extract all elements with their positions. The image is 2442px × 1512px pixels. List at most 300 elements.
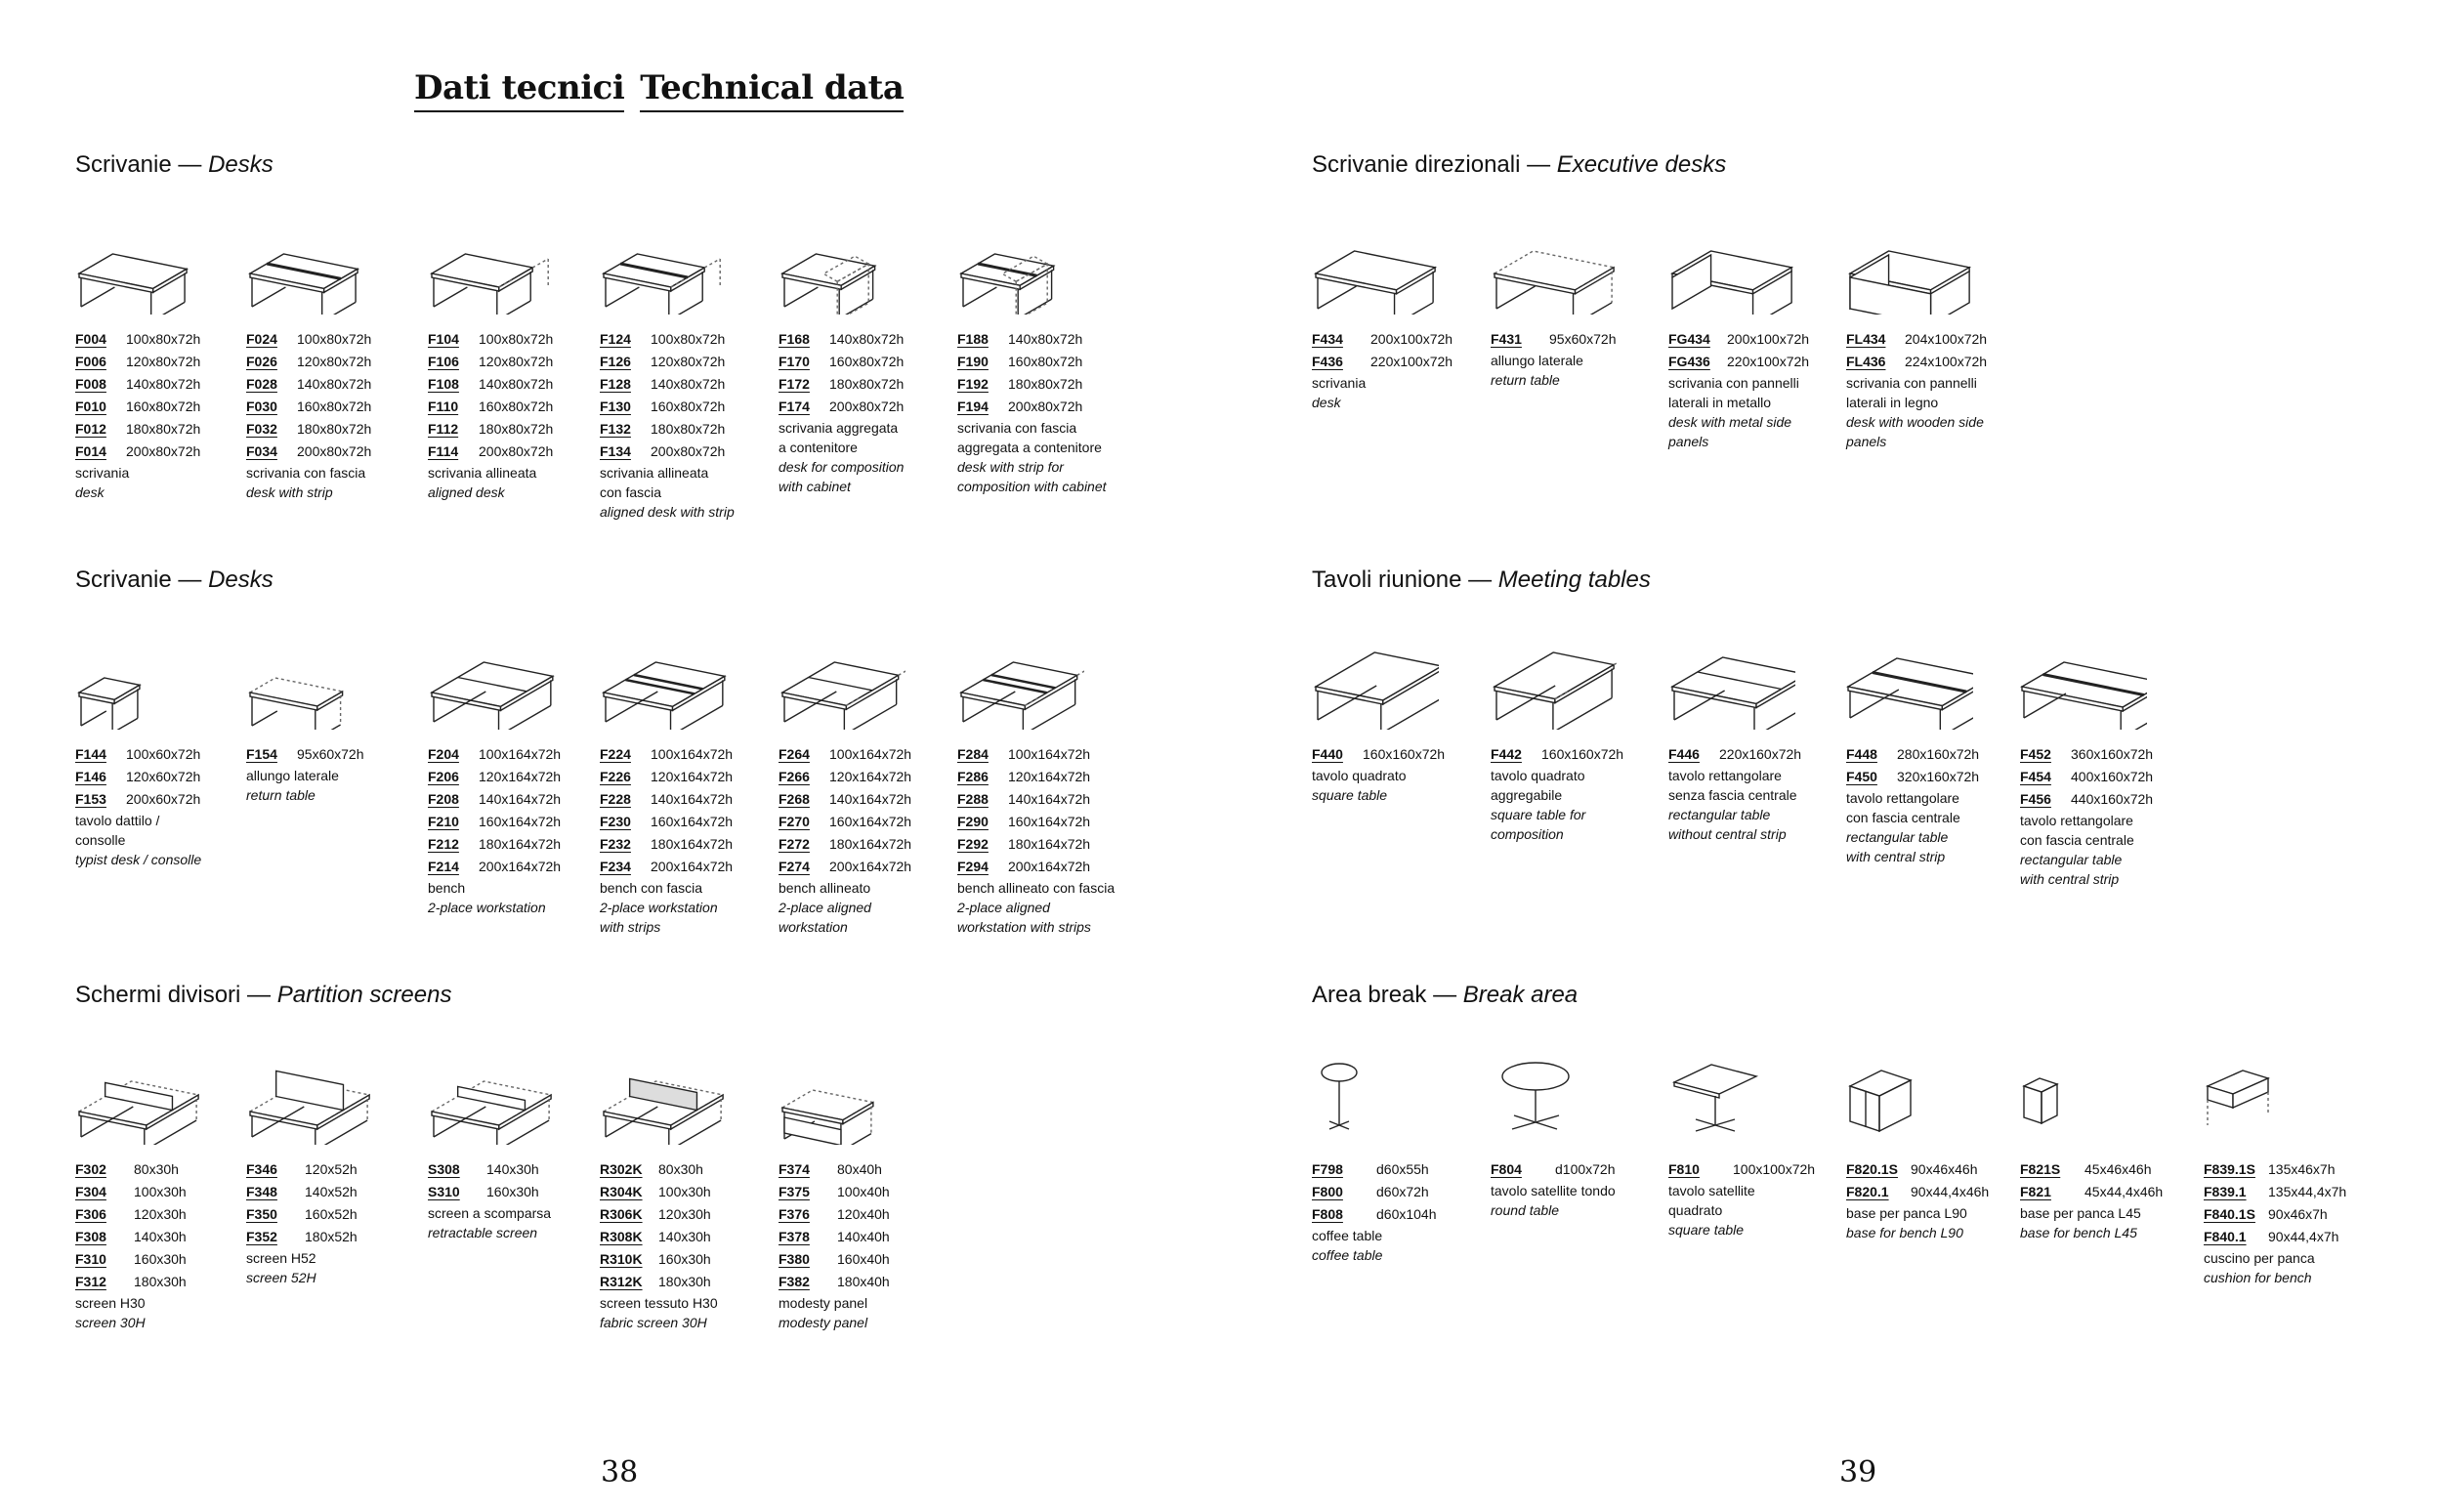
description-english: rectangular table	[1668, 807, 1771, 822]
product-code: F130	[600, 399, 631, 414]
product-code: F446	[1668, 746, 1700, 762]
product-code: F810	[1668, 1161, 1700, 1177]
description-english: desk with strip for	[957, 459, 1064, 475]
product-code: F132	[600, 421, 631, 437]
product-code: F378	[779, 1229, 810, 1244]
product-dimensions: 180x164x72h	[479, 836, 562, 852]
product-dimensions: 160x164x72h	[829, 814, 912, 829]
description-italian: bench	[428, 880, 466, 896]
product-code: F820.1	[1846, 1184, 1889, 1199]
product-dimensions: 95x60x72h	[1549, 331, 1617, 347]
wooden-panel-desk-icon	[1846, 217, 1973, 315]
product-code: F454	[2020, 769, 2051, 784]
description-english: 2-place workstation	[600, 900, 718, 915]
product-dimensions: 120x164x72h	[651, 769, 734, 784]
rectangular-table-strip-icon	[1846, 632, 1973, 730]
bench-base-l90-icon	[1846, 1047, 1973, 1145]
product-code-row	[600, 441, 785, 463]
product-dimensions: 100x60x72h	[126, 746, 201, 762]
product-code: F026	[246, 354, 277, 369]
product-code-row	[75, 1226, 261, 1248]
product-code: F128	[600, 376, 631, 392]
description-italian: a contenitore	[779, 440, 858, 455]
product-item	[600, 217, 785, 522]
product-dimensions: 180x30h	[658, 1274, 711, 1289]
product-dimensions: 220x160x72h	[1719, 746, 1802, 762]
product-code-row	[1312, 1181, 1497, 1203]
bench-strip-icon	[600, 632, 727, 730]
page-title	[414, 68, 919, 107]
product-code-row	[600, 788, 785, 811]
product-code-row	[428, 351, 613, 373]
product-code: F268	[779, 791, 810, 807]
product-item	[957, 217, 1143, 496]
product-dimensions: 180x164x72h	[651, 836, 734, 852]
product-dimensions: 160x164x72h	[651, 814, 734, 829]
product-dimensions: 100x80x72h	[651, 331, 726, 347]
product-code: F104	[428, 331, 459, 347]
product-dimensions: 140x164x72h	[651, 791, 734, 807]
product-dimensions: 90x44,4x46h	[1911, 1184, 1990, 1199]
section-desks-2-heading: Scrivanie — Desks	[75, 567, 274, 593]
product-code: F804	[1491, 1161, 1522, 1177]
product-code-row	[779, 766, 964, 788]
product-dimensions: 140x30h	[134, 1229, 187, 1244]
product-code-row	[1312, 351, 1497, 373]
return-table-icon	[246, 632, 373, 730]
product-item	[2020, 1047, 2206, 1242]
product-code: F146	[75, 769, 106, 784]
product-code-row	[779, 373, 964, 396]
product-code-row	[2204, 1158, 2389, 1181]
description-italian: screen tessuto H30	[600, 1295, 718, 1311]
product-code-row	[779, 396, 964, 418]
product-code: F004	[75, 331, 106, 347]
product-dimensions: 160x80x72h	[126, 399, 201, 414]
product-code-row	[428, 1181, 613, 1203]
product-description	[75, 1293, 261, 1332]
description-italian: scrivania	[1312, 375, 1367, 391]
product-description	[75, 811, 261, 869]
product-code: F024	[246, 331, 277, 347]
product-code-row	[1312, 743, 1497, 766]
description-italian: scrivania con fascia	[246, 465, 366, 481]
product-code-row	[779, 1181, 964, 1203]
description-english: desk with wooden side	[1846, 414, 1984, 430]
product-code-row	[1312, 328, 1497, 351]
product-code-row	[75, 441, 261, 463]
product-code: F434	[1312, 331, 1343, 347]
product-code: F306	[75, 1206, 106, 1222]
description-italian: tavolo rettangolare	[1668, 768, 1782, 783]
product-code-row	[428, 811, 613, 833]
product-code: F192	[957, 376, 989, 392]
product-code-row	[779, 743, 964, 766]
product-code: F294	[957, 859, 989, 874]
product-code-row	[600, 1271, 785, 1293]
product-description	[600, 878, 785, 937]
product-description	[1312, 373, 1497, 412]
description-italian: bench con fascia	[600, 880, 703, 896]
satellite-square-table-icon	[1668, 1047, 1795, 1145]
product-code: FL436	[1846, 354, 1886, 369]
product-code-row	[75, 766, 261, 788]
product-dimensions: 80x30h	[134, 1161, 179, 1177]
product-code-row	[600, 1226, 785, 1248]
product-code: R302K	[600, 1161, 643, 1177]
product-code-row	[2020, 788, 2206, 811]
product-dimensions: 140x164x72h	[1008, 791, 1091, 807]
product-description	[2204, 1248, 2389, 1287]
product-code-row	[779, 1271, 964, 1293]
product-dimensions: 120x80x72h	[479, 354, 554, 369]
round-table-icon	[1491, 1047, 1618, 1145]
product-code: S310	[428, 1184, 460, 1199]
product-description	[600, 463, 785, 522]
product-code: F452	[2020, 746, 2051, 762]
product-dimensions: 100x164x72h	[479, 746, 562, 762]
product-code: F274	[779, 859, 810, 874]
typist-desk-icon	[75, 632, 202, 730]
description-italian: scrivania con fascia	[957, 420, 1077, 436]
product-dimensions: 140x40h	[837, 1229, 890, 1244]
product-item	[779, 217, 964, 496]
description-italian: senza fascia centrale	[1668, 787, 1797, 803]
product-code: F310	[75, 1251, 106, 1267]
product-code-row	[600, 743, 785, 766]
product-dimensions: 160x80x72h	[829, 354, 905, 369]
product-code-row	[246, 1181, 432, 1203]
product-code-row	[428, 396, 613, 418]
product-code-row	[75, 328, 261, 351]
description-english: aligned desk	[428, 484, 505, 500]
product-dimensions: 400x160x72h	[2071, 769, 2154, 784]
product-code-row	[428, 856, 613, 878]
product-dimensions: 180x80x72h	[297, 421, 372, 437]
product-code: R312K	[600, 1274, 643, 1289]
product-item	[779, 1047, 964, 1332]
product-item	[1668, 217, 1854, 451]
title-italian: Dati tecnici	[414, 68, 624, 112]
product-code: F286	[957, 769, 989, 784]
product-code-row	[75, 788, 261, 811]
product-dimensions: 160x80x72h	[297, 399, 372, 414]
product-dimensions: 80x40h	[837, 1161, 882, 1177]
product-code: F308	[75, 1229, 106, 1244]
product-item	[1312, 632, 1497, 805]
description-italian: modesty panel	[779, 1295, 868, 1311]
product-description	[1491, 1181, 1676, 1220]
product-item	[75, 217, 261, 502]
product-dimensions: 140x164x72h	[479, 791, 562, 807]
product-description	[428, 463, 613, 502]
description-english: workstation	[779, 919, 848, 935]
product-dimensions: 200x80x72h	[297, 443, 372, 459]
product-dimensions: 160x30h	[134, 1251, 187, 1267]
product-dimensions: 120x80x72h	[297, 354, 372, 369]
product-code-row	[779, 351, 964, 373]
product-code: F194	[957, 399, 989, 414]
description-italian: coffee table	[1312, 1228, 1383, 1243]
product-item	[779, 632, 964, 937]
fabric-screen-icon	[600, 1047, 727, 1145]
product-dimensions: 180x80x72h	[479, 421, 554, 437]
product-code-row	[246, 441, 432, 463]
description-english: workstation with strips	[957, 919, 1091, 935]
product-code-row	[600, 418, 785, 441]
product-code: F008	[75, 376, 106, 392]
product-code: R306K	[600, 1206, 643, 1222]
product-code-row	[246, 743, 432, 766]
description-italian: bench allineato	[779, 880, 871, 896]
product-item	[600, 1047, 785, 1332]
description-italian: scrivania	[75, 465, 130, 481]
product-dimensions: 100x100x72h	[1733, 1161, 1816, 1177]
product-code-row	[428, 373, 613, 396]
product-code: S308	[428, 1161, 460, 1177]
product-code-row	[957, 811, 1143, 833]
product-code-row	[779, 833, 964, 856]
rectangular-table-icon	[1668, 632, 1795, 730]
product-code-row	[246, 1158, 432, 1181]
product-dimensions: 140x30h	[658, 1229, 711, 1244]
product-item	[2204, 1047, 2389, 1287]
product-dimensions: 120x164x72h	[829, 769, 912, 784]
product-dimensions: 180x52h	[305, 1229, 358, 1244]
desk-strip-icon	[246, 217, 373, 315]
description-english: desk for composition	[779, 459, 905, 475]
product-code: F436	[1312, 354, 1343, 369]
product-code: F153	[75, 791, 106, 807]
product-dimensions: 200x100x72h	[1727, 331, 1810, 347]
product-code: F346	[246, 1161, 277, 1177]
product-code: F106	[428, 354, 459, 369]
product-dimensions: 95x60x72h	[297, 746, 364, 762]
product-dimensions: 200x80x72h	[651, 443, 726, 459]
product-dimensions: 224x100x72h	[1905, 354, 1988, 369]
product-code: F821S	[2020, 1161, 2061, 1177]
product-dimensions: 160x30h	[486, 1184, 539, 1199]
product-code-row	[428, 833, 613, 856]
description-english: with central strip	[2020, 871, 2120, 887]
description-italian: allungo laterale	[246, 768, 339, 783]
product-code-row	[428, 766, 613, 788]
product-dimensions: 280x160x72h	[1897, 746, 1980, 762]
description-italian: scrivania con pannelli	[1668, 375, 1799, 391]
product-dimensions: 120x80x72h	[651, 354, 726, 369]
product-code: F840.1	[2204, 1229, 2247, 1244]
product-description	[1668, 1181, 1854, 1239]
product-description	[1491, 766, 1676, 844]
section-executive-desks-heading: Scrivanie direzionali — Executive desks	[1312, 151, 1727, 178]
description-italian: consolle	[75, 832, 126, 848]
product-code-row	[1846, 743, 2032, 766]
retractable-screen-icon	[428, 1047, 555, 1145]
product-code: R304K	[600, 1184, 643, 1199]
bench-aligned-icon	[779, 632, 905, 730]
section-break-area-heading: Area break — Break area	[1312, 982, 1579, 1008]
product-item	[1491, 632, 1676, 844]
product-code-row	[779, 856, 964, 878]
product-code: F290	[957, 814, 989, 829]
product-code: F010	[75, 399, 106, 414]
description-english: desk with metal side	[1668, 414, 1792, 430]
product-dimensions: 120x60x72h	[126, 769, 201, 784]
product-code: F288	[957, 791, 989, 807]
description-english: with strips	[600, 919, 661, 935]
product-code: F272	[779, 836, 810, 852]
product-item	[1846, 217, 2032, 451]
product-code-row	[957, 396, 1143, 418]
product-dimensions: 180x30h	[134, 1274, 187, 1289]
product-description	[1312, 766, 1497, 805]
product-code: F374	[779, 1161, 810, 1177]
product-code-row	[2020, 766, 2206, 788]
product-code-row	[600, 1203, 785, 1226]
product-code-row	[600, 856, 785, 878]
product-dimensions: 180x80x72h	[126, 421, 201, 437]
description-english: retractable screen	[428, 1225, 538, 1240]
product-code: F112	[428, 421, 459, 437]
product-code: F808	[1312, 1206, 1343, 1222]
description-italian: scrivania con pannelli	[1846, 375, 1977, 391]
product-code-row	[1312, 1158, 1497, 1181]
product-code-row	[428, 441, 613, 463]
product-code: F232	[600, 836, 631, 852]
description-italian: screen a scomparsa	[428, 1205, 552, 1221]
product-code: F348	[246, 1184, 277, 1199]
product-code: F228	[600, 791, 631, 807]
product-dimensions: 180x40h	[837, 1274, 890, 1289]
product-code: F208	[428, 791, 459, 807]
product-dimensions: 360x160x72h	[2071, 746, 2154, 762]
product-dimensions: 140x80x72h	[297, 376, 372, 392]
description-english: rectangular table	[2020, 852, 2123, 867]
long-table-strip-icon	[2020, 632, 2147, 730]
product-code: F006	[75, 354, 106, 369]
product-code-row	[246, 373, 432, 396]
product-description	[779, 878, 964, 937]
product-code: F456	[2020, 791, 2051, 807]
section-meeting-tables-heading: Tavoli riunione — Meeting tables	[1312, 567, 1651, 593]
product-item	[428, 632, 613, 917]
description-italian: laterali in legno	[1846, 395, 1939, 410]
product-description	[246, 463, 432, 502]
description-english: screen 30H	[75, 1315, 146, 1330]
description-italian: tavolo quadrato	[1491, 768, 1585, 783]
product-item	[246, 1047, 432, 1287]
product-code: F014	[75, 443, 106, 459]
title-english: Technical data	[640, 68, 904, 112]
product-dimensions: d60x104h	[1376, 1206, 1437, 1222]
description-italian: tavolo satellite tondo	[1491, 1183, 1616, 1198]
product-item	[1312, 217, 1497, 412]
product-dimensions: 160x30h	[658, 1251, 711, 1267]
product-code: F448	[1846, 746, 1877, 762]
product-code-row	[246, 396, 432, 418]
product-dimensions: 220x100x72h	[1727, 354, 1810, 369]
product-description	[1846, 788, 2032, 866]
description-english: desk	[1312, 395, 1341, 410]
product-dimensions: 160x160x72h	[1541, 746, 1624, 762]
product-dimensions: 200x164x72h	[651, 859, 734, 874]
square-table-composition-icon	[1491, 632, 1618, 730]
product-dimensions: 160x160x72h	[1363, 746, 1446, 762]
product-code-row	[957, 373, 1143, 396]
product-code: F312	[75, 1274, 106, 1289]
product-description	[1668, 373, 1854, 451]
product-code-row	[75, 1181, 261, 1203]
product-dimensions: 140x30h	[486, 1161, 539, 1177]
product-dimensions: 120x40h	[837, 1206, 890, 1222]
product-code: F124	[600, 331, 631, 347]
product-dimensions: 180x164x72h	[829, 836, 912, 852]
product-code: F431	[1491, 331, 1522, 347]
product-dimensions: 180x164x72h	[1008, 836, 1091, 852]
description-italian: screen H30	[75, 1295, 146, 1311]
product-description	[1668, 766, 1854, 844]
product-code: F264	[779, 746, 810, 762]
product-code: F839.1S	[2204, 1161, 2255, 1177]
section-partition-screens-heading: Schermi divisori — Partition screens	[75, 982, 452, 1008]
product-code-row	[2020, 1158, 2206, 1181]
product-description	[1846, 373, 2032, 451]
product-description	[1846, 1203, 2032, 1242]
product-dimensions: 140x80x72h	[829, 331, 905, 347]
product-code-row	[246, 418, 432, 441]
product-code-row	[779, 1226, 964, 1248]
description-english: 2-place aligned	[779, 900, 871, 915]
product-code: F028	[246, 376, 277, 392]
product-dimensions: 160x52h	[305, 1206, 358, 1222]
bench-icon	[428, 632, 555, 730]
product-code-row	[1668, 743, 1854, 766]
description-italian: bench allineato con fascia	[957, 880, 1116, 896]
product-dimensions: 135x46x7h	[2268, 1161, 2336, 1177]
product-code-row	[600, 833, 785, 856]
description-english: aligned desk with strip	[600, 504, 735, 520]
product-code: F798	[1312, 1161, 1343, 1177]
product-item	[1846, 632, 2032, 866]
product-dimensions: 45x44,4x46h	[2084, 1184, 2164, 1199]
product-dimensions: 100x80x72h	[126, 331, 201, 347]
product-dimensions: 90x46x7h	[2268, 1206, 2328, 1222]
product-code-row	[600, 351, 785, 373]
product-description	[428, 1203, 613, 1242]
product-code: F204	[428, 746, 459, 762]
product-description	[246, 766, 432, 805]
product-description	[2020, 1203, 2206, 1242]
product-code-row	[428, 743, 613, 766]
product-code: F224	[600, 746, 631, 762]
product-code: F210	[428, 814, 459, 829]
product-code: F172	[779, 376, 810, 392]
product-code-row	[1846, 328, 2032, 351]
product-code: F110	[428, 399, 459, 414]
description-italian: scrivania allineata	[428, 465, 537, 481]
description-english: composition	[1491, 826, 1564, 842]
product-dimensions: 440x160x72h	[2071, 791, 2154, 807]
product-code: F821	[2020, 1184, 2051, 1199]
product-item	[957, 632, 1143, 937]
product-code: F266	[779, 769, 810, 784]
description-english: with central strip	[1846, 849, 1946, 864]
product-code: F012	[75, 421, 106, 437]
product-code-row	[75, 1203, 261, 1226]
description-italian: tavolo rettangolare	[2020, 813, 2133, 828]
product-description	[779, 418, 964, 496]
product-item	[246, 217, 432, 502]
